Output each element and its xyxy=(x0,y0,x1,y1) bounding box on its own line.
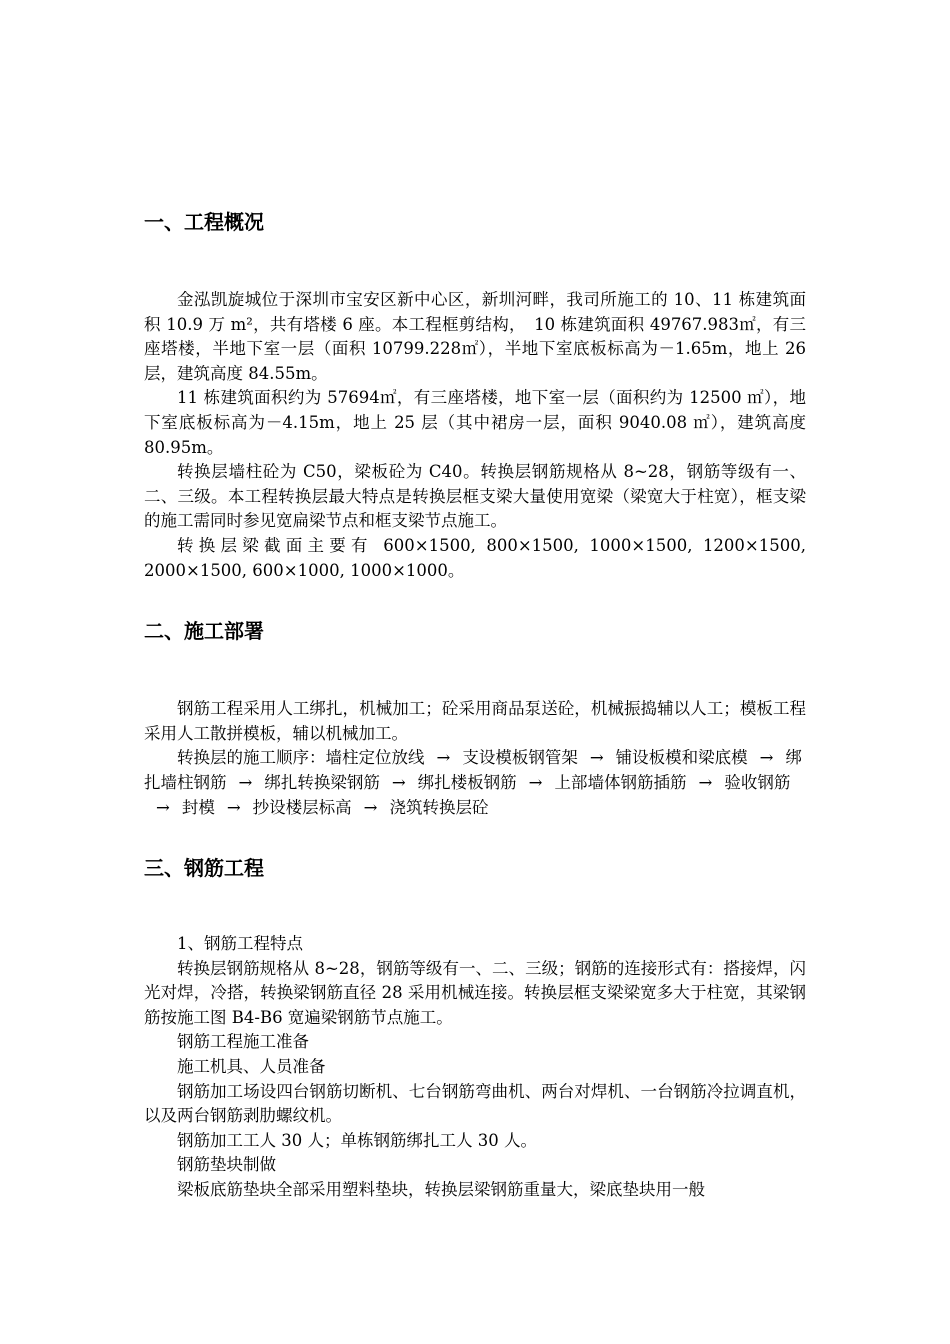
arrow-icon: → xyxy=(436,748,451,768)
sequence-step: 验收钢筋 xyxy=(724,772,791,792)
sequence-step: 绑扎墙柱钢筋 xyxy=(144,748,802,792)
arrow-icon: → xyxy=(759,748,774,768)
paragraph: 钢筋工程采用人工绑扎，机械加工；砼采用商品泵送砼，机械振捣辅以人工；模板工程采用人工散拼模板，辅以机械加工。 xyxy=(144,699,806,743)
section-heading-deployment: 二、施工部署 xyxy=(144,619,264,644)
paragraph: 金泓凯旋城位于深圳市宝安区新中心区，新圳河畔，我司所施工的 10、11 栋建筑面积 10.9 万 m²，共有塔楼 6 座。本工程框剪结构， 10 栋建筑面积 49767.983㎡，有三座塔楼，半地下室一层（面积 10799.228㎡），半地下室底板标高为－1.65m，地上 26 层，建筑高度 84.55m。 xyxy=(144,290,806,383)
paragraph: 转换层梁截面主要有 600×1500, 800×1500, 1000×1500, 1200×1500, 2000×1500, 600×1000, 1000×1000。 xyxy=(144,535,806,580)
paragraph: 施工机具、人员准备 xyxy=(177,1057,326,1077)
section-heading-rebar: 三、钢筋工程 xyxy=(144,856,264,881)
paragraph: 转换层钢筋规格从 8~28，钢筋等级有一、二、三级；钢筋的连接形式有：搭接焊，闪光对焊，冷搭，转换梁钢筋直径 28 采用机械连接。转换层框支梁梁宽多大于柱宽，其梁钢筋按施工图 B4-B6 宽遍梁钢筋节点施工。 xyxy=(144,958,806,1027)
paragraph: 梁板底筋垫块全部采用塑料垫块，转换层梁钢筋重量大，梁底垫块用一般 xyxy=(177,1180,705,1200)
section-heading-overview: 一、工程概况 xyxy=(144,210,264,234)
paragraph: 钢筋工程施工准备 xyxy=(177,1032,309,1052)
sequence-step: 上部墙体钢筋插筋 xyxy=(554,772,687,792)
arrow-icon: → xyxy=(238,772,253,792)
sequence-step: 墙柱定位放线 xyxy=(325,748,425,768)
paragraph: 1、钢筋工程特点 xyxy=(177,934,303,954)
paragraph: 钢筋垫块制做 xyxy=(177,1155,276,1175)
paragraph: 11 栋建筑面积约为 57694㎡，有三座塔楼，地下室一层（面积约为 12500 ㎡），地下室底板标高为－4.15m，地上 25 层（其中裙房一层，面积 9040.08 ㎡），建筑高度 80.95m。 xyxy=(144,388,806,457)
sequence-step: 铺设板模和梁底模 xyxy=(615,748,748,768)
arrow-icon: → xyxy=(226,797,241,817)
sequence-step: 支设模板钢管架 xyxy=(462,748,578,768)
sequence-step: 抄设楼层标高 xyxy=(252,797,352,817)
sequence-step: 绑扎转换梁钢筋 xyxy=(264,772,380,792)
construction-sequence xyxy=(144,746,806,820)
sequence-step: 绑扎楼板钢筋 xyxy=(417,772,517,792)
paragraph: 钢筋加工场设四台钢筋切断机、七台钢筋弯曲机、两台对焊机、一台钢筋冷拉调直机，以及两台钢筋剥肋螺纹机。 xyxy=(144,1081,806,1126)
document-body xyxy=(144,208,806,1203)
paragraph: 钢筋加工工人 30 人；单栋钢筋绑扎工人 30 人。 xyxy=(177,1130,537,1150)
sequence-step: 封模 xyxy=(181,797,215,817)
arrow-icon: → xyxy=(698,772,713,792)
arrow-icon: → xyxy=(363,797,378,817)
arrow-icon: → xyxy=(528,772,543,792)
arrow-icon: → xyxy=(156,797,170,817)
sequence-intro: 转换层的施工顺序： xyxy=(177,748,326,768)
arrow-icon: → xyxy=(589,748,604,768)
paragraph: 转换层墙柱砼为 C50，梁板砼为 C40。转换层钢筋规格从 8~28，钢筋等级有一、二、三级。本工程转换层最大特点是转换层框支梁大量使用宽梁（梁宽大于柱宽），框支梁的施工需同时参见宽扁梁节点和框支梁节点施工。 xyxy=(144,462,806,531)
sequence-step: 浇筑转换层砼 xyxy=(389,797,489,817)
arrow-icon: → xyxy=(391,772,406,792)
